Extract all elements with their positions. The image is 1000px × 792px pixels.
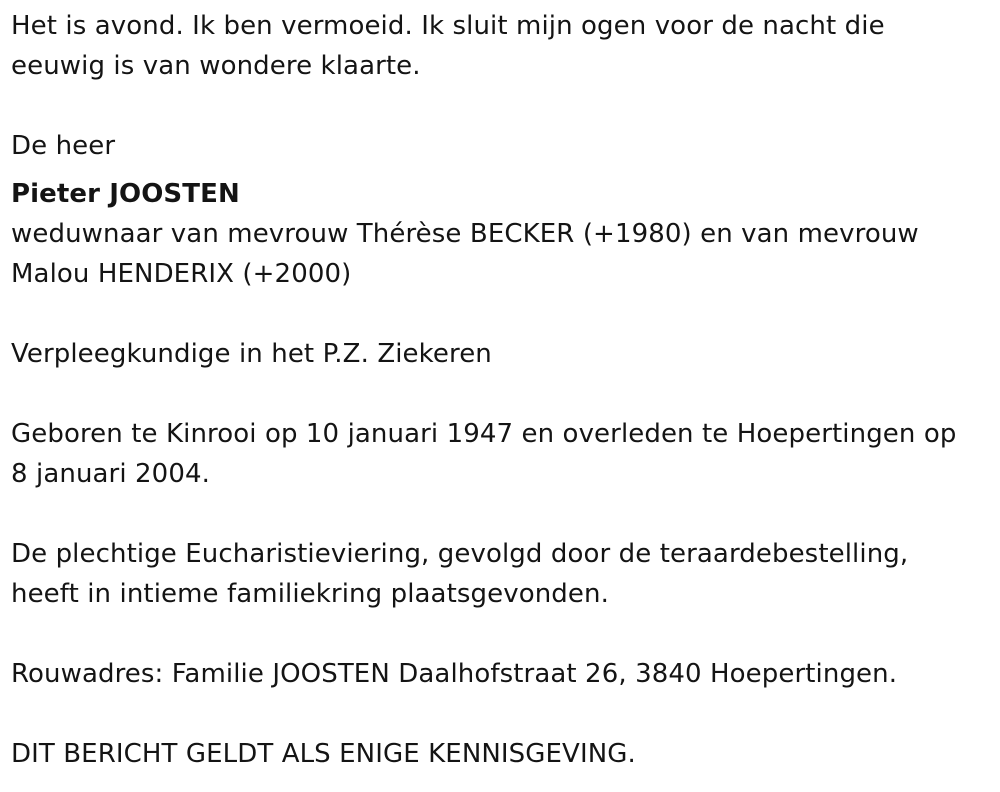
closing-statement: DIT BERICHT GELDT ALS ENIGE KENNISGEVING. bbox=[11, 739, 636, 769]
death-notice bbox=[11, 6, 986, 774]
salutation: De heer bbox=[11, 131, 116, 161]
spacer bbox=[11, 166, 986, 174]
intro-text-line-2: eeuwig is van wondere klaarte. bbox=[11, 51, 421, 81]
spacer bbox=[11, 694, 986, 734]
spacer bbox=[11, 614, 986, 654]
spacer bbox=[11, 294, 986, 334]
deceased-name: Pieter JOOSTEN bbox=[11, 179, 240, 209]
widower-line-1: weduwnaar van mevrouw Thérèse BECKER (+1980) en van mevrouw bbox=[11, 219, 919, 249]
occupation: Verpleegkundige in het P.Z. Ziekeren bbox=[11, 339, 492, 369]
spacer bbox=[11, 86, 986, 126]
birth-death-line-1: Geboren te Kinrooi op 10 januari 1947 en overleden te Hoepertingen op bbox=[11, 419, 957, 449]
intro-text-line-1: Het is avond. Ik ben vermoeid. Ik sluit mijn ogen voor de nacht die bbox=[11, 11, 885, 41]
spacer bbox=[11, 374, 986, 414]
ceremony-line-1: De plechtige Eucharistieviering, gevolgd door de teraardebestelling, bbox=[11, 539, 909, 569]
ceremony-line-2: heeft in intieme familiekring plaatsgevonden. bbox=[11, 579, 609, 609]
spacer bbox=[11, 494, 986, 534]
widower-line-2: Malou HENDERIX (+2000) bbox=[11, 259, 352, 289]
birth-death-line-2: 8 januari 2004. bbox=[11, 459, 210, 489]
mourning-address: Rouwadres: Familie JOOSTEN Daalhofstraat 26, 3840 Hoepertingen. bbox=[11, 659, 898, 689]
